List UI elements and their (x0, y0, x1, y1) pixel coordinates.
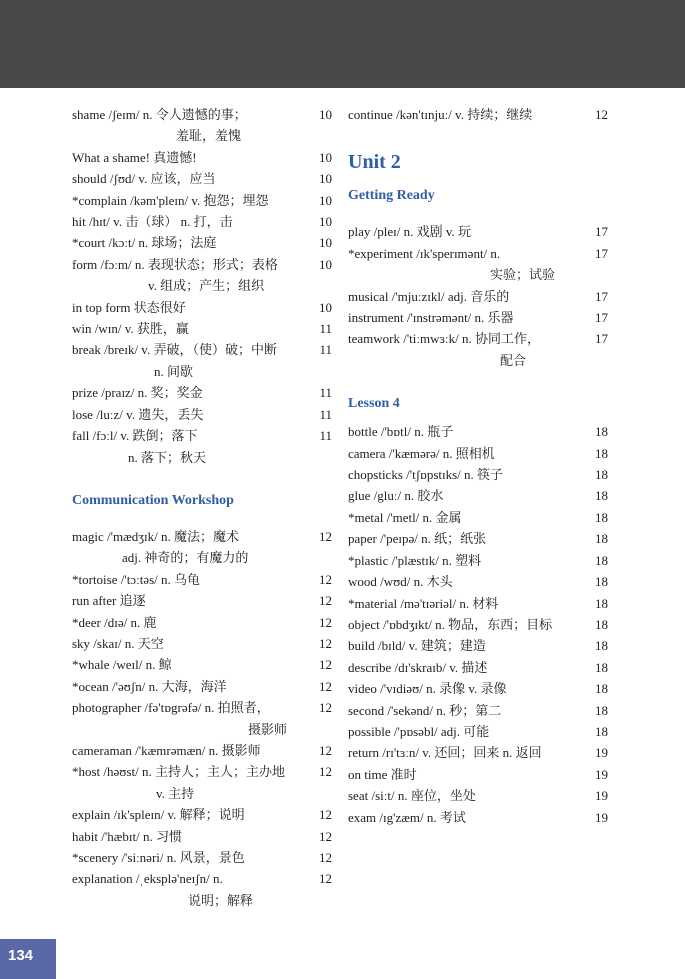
vocab-entry-text: musical /'mjuːzɪkl/ adj. 音乐的 (348, 288, 510, 304)
vocab-entry-text: on time 准时 (348, 766, 417, 782)
vocab-entry-page: 10 (319, 235, 332, 251)
vocab-entry (348, 657, 608, 678)
vocab-list-group1 (72, 104, 332, 468)
vocab-entry-page: 12 (319, 614, 332, 630)
vocab-entry (72, 168, 332, 189)
vocab-entry-page: 18 (595, 552, 608, 568)
vocab-entry-page: 18 (595, 659, 608, 675)
vocab-list-lesson-4 (348, 421, 608, 828)
vocab-entry (72, 847, 332, 868)
vocab-entry-text: What a shame! 真遗憾! (72, 149, 197, 165)
vocab-entry-text: return /rɪ'tɜːn/ v. 还回；回来 n. 返回 (348, 745, 542, 761)
vocab-entry-page: 11 (319, 321, 332, 337)
vocab-entry-text: camera /'kæmərə/ n. 照相机 (348, 445, 495, 461)
vocab-entry-page: 10 (319, 256, 332, 272)
vocab-entry-text: video /'vɪdiəʊ/ n. 录像 v. 录像 (348, 681, 507, 697)
vocab-entry (348, 785, 608, 806)
vocab-entry-text: object /'ɒbdʒɪkt/ n. 物品，东西；目标 (348, 616, 553, 632)
vocab-entry-continuation: 摄影师 (248, 721, 288, 737)
vocab-entry-text: wood /wʊd/ n. 木头 (348, 574, 453, 590)
vocab-entry-text: habit /'hæbɪt/ n. 习惯 (72, 828, 182, 844)
vocab-entry-page: 10 (319, 107, 332, 122)
vocab-entry-text: should /ʃʊd/ v. 应该，应当 (72, 171, 216, 187)
vocab-entry (72, 804, 332, 825)
vocab-entry-page: 12 (319, 593, 332, 609)
section-title-communication-workshop: Communication Workshop (72, 492, 234, 508)
vocab-entry (72, 740, 332, 761)
vocab-entry-text: continue /kən'tɪnjuː/ v. 持续；继续 (348, 107, 533, 122)
page-number: 134 (8, 947, 34, 964)
vocab-entry (348, 443, 608, 464)
vocab-entry (348, 464, 608, 485)
vocab-entry-continuation: n. 落下；秋天 (128, 449, 207, 465)
vocab-entry (348, 721, 608, 742)
vocab-entry (72, 190, 332, 211)
vocab-entry-page: 19 (595, 809, 608, 825)
vocab-entry (348, 421, 608, 442)
vocab-entry (72, 211, 332, 232)
vocab-entry (348, 328, 608, 371)
vocab-entry-text: sky /skaɪ/ n. 天空 (72, 635, 164, 651)
unit-title: Unit 2 (348, 151, 401, 174)
vocab-entry (348, 550, 608, 571)
vocab-entry (348, 614, 608, 635)
vocab-entry-page: 19 (595, 788, 608, 804)
vocab-entry (72, 318, 332, 339)
vocab-entry-text: in top form 状态很好 (72, 299, 186, 315)
vocab-entry-text: paper /'peɪpə/ n. 纸；纸张 (348, 531, 487, 547)
vocab-entry-text: photographer /fə'tɒgrəfə/ n. 拍照者， (72, 700, 270, 716)
vocab-entry-text: explanation /ˌeksplə'neɪʃn/ n. (72, 871, 223, 887)
vocab-entry-text: lose /luːz/ v. 遗失，丢失 (72, 406, 204, 422)
vocab-entry (72, 590, 332, 611)
vocab-entry-text: *plastic /'plæstɪk/ n. 塑料 (348, 552, 482, 568)
vocab-entry (348, 807, 608, 828)
vocab-entry-page: 18 (595, 531, 608, 547)
vocab-entry-page: 17 (595, 245, 608, 261)
vocab-entry-page: 18 (595, 509, 608, 525)
vocab-entry (72, 147, 332, 168)
vocab-entry-text: explain /ɪk'spleɪn/ v. 解释；说明 (72, 807, 245, 823)
vocab-entry-page: 18 (595, 681, 608, 697)
vocab-entry (348, 528, 608, 549)
vocab-entry (72, 425, 332, 468)
vocab-entry (348, 742, 608, 763)
vocab-entry-page: 12 (319, 871, 332, 887)
vocab-entry (348, 678, 608, 699)
vocab-entry (72, 404, 332, 425)
vocab-entry (72, 761, 332, 804)
vocab-entry-page: 18 (595, 595, 608, 611)
vocab-entry-text: *ocean /'əʊʃn/ n. 大海，海洋 (72, 678, 227, 694)
vocab-entry (348, 700, 608, 721)
vocab-entry-page: 11 (319, 385, 332, 401)
vocab-entry-continuation: adj. 神奇的；有魔力的 (122, 550, 249, 566)
vocab-entry (348, 243, 608, 286)
vocab-entry-text: *deer /dɪə/ n. 鹿 (72, 614, 157, 630)
vocab-entry-text: second /'sekənd/ n. 秒；第二 (348, 702, 502, 718)
vocab-entry (72, 612, 332, 633)
vocab-entry-page: 11 (319, 428, 332, 444)
vocab-entry-page: 17 (595, 331, 608, 347)
vocab-entry-text: possible /'pɒsəbl/ adj. 可能 (348, 723, 490, 739)
vocab-entry-text: *material /mə'tɪəriəl/ n. 材料 (348, 595, 499, 611)
vocab-entry-text: magic /'mædʒɪk/ n. 魔法；魔术 (72, 528, 239, 544)
vocab-entry (72, 826, 332, 847)
vocab-entry (72, 232, 332, 253)
vocab-entry-page: 12 (319, 528, 332, 544)
vocab-entry-continuation: v. 组成；产生；组织 (148, 278, 265, 294)
page-number-tab (0, 939, 56, 979)
right-column (348, 104, 608, 828)
vocab-entry (348, 104, 608, 125)
vocab-entry (72, 697, 332, 740)
vocab-entry-text: *tortoise /'tɔːtəs/ n. 乌龟 (72, 571, 200, 587)
vocab-entry-page: 12 (319, 700, 332, 716)
vocab-entry-page: 17 (595, 310, 608, 326)
vocab-entry-page: 12 (319, 742, 332, 758)
section-title-getting-ready: Getting Ready (348, 188, 435, 204)
vocab-entry (72, 569, 332, 590)
vocab-entry-continuation: v. 主持 (156, 785, 195, 801)
vocab-entry (72, 633, 332, 654)
vocab-entry-text: instrument /'ɪnstrəmənt/ n. 乐器 (348, 310, 514, 326)
vocab-entry-text: describe /dɪ'skraɪb/ v. 描述 (348, 659, 488, 675)
vocab-entry-page: 12 (319, 657, 332, 673)
vocab-entry-text: seat /siːt/ n. 座位，坐处 (348, 788, 476, 804)
vocab-list-group2 (72, 526, 332, 911)
vocab-entry-page: 10 (319, 299, 332, 315)
vocab-entry (72, 676, 332, 697)
vocab-entry (348, 485, 608, 506)
vocab-entry-text: bottle /'bɒtl/ n. 瓶子 (348, 424, 454, 440)
vocab-entry (348, 571, 608, 592)
vocab-entry (72, 868, 332, 911)
vocab-entry-page: 19 (595, 766, 608, 782)
vocab-entry-page: 17 (595, 288, 608, 304)
vocab-entry-text: cameraman /'kæmrəmæn/ n. 摄影师 (72, 742, 261, 758)
vocab-entry (348, 286, 608, 307)
vocab-entry-page: 18 (595, 424, 608, 440)
section-title-lesson-4: Lesson 4 (348, 396, 400, 412)
vocab-entry-text: exam /ɪg'zæm/ n. 考试 (348, 809, 466, 825)
vocab-entry (72, 654, 332, 675)
vocab-entry-continuation: 说明；解释 (188, 892, 254, 908)
vocab-entry-page: 12 (319, 764, 332, 780)
vocab-entry (72, 254, 332, 297)
vocab-entry-page: 18 (595, 702, 608, 718)
vocab-entry-page: 12 (319, 850, 332, 865)
vocab-entry (348, 507, 608, 528)
vocab-entry (72, 526, 332, 569)
vocab-entry-text: *complain /kəm'pleɪn/ v. 抱怨；埋怨 (72, 192, 269, 208)
vocab-entry-page: 18 (595, 467, 608, 483)
vocab-entry-page: 18 (595, 638, 608, 654)
vocab-entry (348, 635, 608, 656)
vocab-list-group0 (348, 104, 608, 125)
vocab-entry-text: *host /həʊst/ n. 主持人；主人；主办地 (72, 764, 285, 780)
vocab-entry-text: fall /fɔːl/ v. 跌倒；落下 (72, 428, 198, 444)
vocab-entry-text: play /pleɪ/ n. 戏剧 v. 玩 (348, 224, 472, 240)
vocab-entry (348, 307, 608, 328)
vocab-entry-text: teamwork /'tiːmwɜːk/ n. 协同工作， (348, 331, 540, 347)
vocab-entry-page: 12 (595, 107, 608, 122)
vocab-entry-page: 12 (319, 571, 332, 587)
vocab-entry-continuation: 配合 (500, 352, 527, 368)
vocab-entry-page: 10 (319, 171, 332, 187)
vocab-entry-text: form /fɔːm/ n. 表现状态；形式；表格 (72, 256, 278, 272)
left-column (72, 104, 332, 911)
vocab-entry-continuation: n. 间歇 (154, 363, 194, 379)
vocab-entry (348, 764, 608, 785)
vocab-entry-text: *court /kɔːt/ n. 球场；法庭 (72, 235, 217, 251)
vocab-entry-page: 18 (595, 445, 608, 461)
vocab-entry-text: *whale /weɪl/ n. 鲸 (72, 657, 172, 673)
vocab-entry-page: 10 (319, 192, 332, 208)
vocab-entry-text: prize /praɪz/ n. 奖；奖金 (72, 385, 203, 401)
vocab-entry-page: 19 (595, 745, 608, 761)
vocab-entry-text: shame /ʃeɪm/ n. 令人遗憾的事； (72, 107, 247, 122)
vocab-entry-text: glue /gluː/ n. 胶水 (348, 488, 444, 504)
vocab-entry-page: 18 (595, 616, 608, 632)
vocab-entry-text: chopsticks /'tʃɒpstɪks/ n. 筷子 (348, 467, 504, 483)
vocab-entry-page: 18 (595, 574, 608, 590)
vocab-entry (72, 382, 332, 403)
vocab-entry-page: 11 (319, 406, 332, 422)
vocab-entry-text: break /breɪk/ v. 弄破，（使）破；中断 (72, 342, 277, 358)
vocab-entry-continuation: 羞耻，羞愧 (176, 128, 242, 144)
vocab-list-getting-ready (348, 221, 608, 371)
vocab-entry-page: 10 (319, 214, 332, 230)
vocab-entry-page: 18 (595, 723, 608, 739)
vocab-entry (72, 104, 332, 147)
vocab-entry (348, 221, 608, 242)
vocab-entry-text: *metal /'metl/ n. 金属 (348, 509, 462, 525)
vocab-entry-text: win /wɪn/ v. 获胜，赢 (72, 321, 189, 337)
vocab-entry (72, 297, 332, 318)
vocab-entry (348, 593, 608, 614)
vocab-entry-text: run after 追逐 (72, 593, 146, 609)
vocab-entry-page: 12 (319, 807, 332, 823)
vocab-entry-page: 12 (319, 678, 332, 694)
vocab-entry-page: 11 (319, 342, 332, 358)
vocab-entry-page: 17 (595, 224, 608, 240)
vocab-entry-page: 12 (319, 635, 332, 651)
top-header-band (0, 0, 685, 88)
vocab-entry-page: 18 (595, 488, 608, 504)
vocab-entry (72, 339, 332, 382)
vocab-entry-text: hit /hɪt/ v. 击（球） n. 打，击 (72, 214, 233, 230)
vocab-entry-page: 10 (319, 149, 332, 165)
vocab-entry-text: build /bɪld/ v. 建筑；建造 (348, 638, 486, 654)
vocab-entry-text: *experiment /ɪk'sperɪmənt/ n. (348, 245, 501, 261)
vocab-entry-text: *scenery /'siːnəri/ n. 风景，景色 (72, 850, 245, 865)
vocab-entry-page: 12 (319, 828, 332, 844)
vocab-entry-continuation: 实验；试验 (490, 267, 556, 283)
